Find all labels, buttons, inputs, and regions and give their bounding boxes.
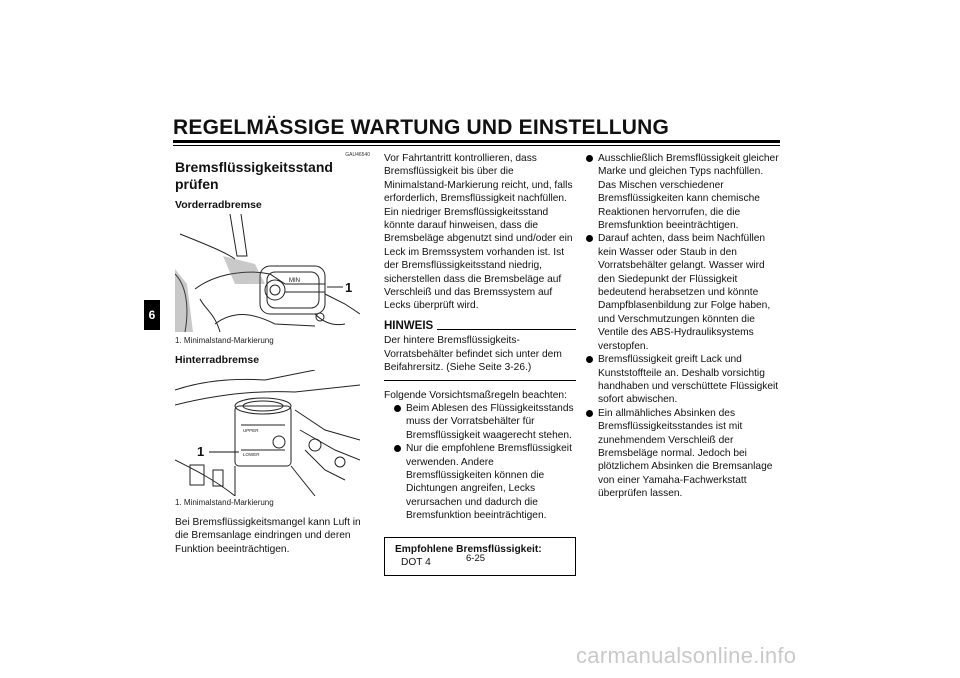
front-brake-title: Vorderradbremse (175, 199, 262, 211)
fig2-callout-label: 1 (197, 443, 205, 459)
warnings-list (584, 152, 784, 501)
section-title: Bremsflüssigkeitsstand prüfen (175, 159, 333, 192)
hinweis-text: Der hintere Bremsflüssigkeits-Vorratsbehälter befindet sich unter dem Beifahrersitz. (Siehe Seite 3-26.) (384, 335, 562, 374)
fig1-min-text: MIN (289, 278, 300, 285)
rear-reservoir-illustration (175, 370, 360, 496)
list-item: Nur die empfohlene Bremsflüssigkeit verwenden. Andere Bremsflüssigkeiten können die Dichtungen angreifen, Lecks verursachen und dadurch die Bremsfunktion beeinträchtigen. (392, 442, 576, 522)
page-number: 6-25 (466, 553, 486, 564)
watermark: carmanualsonline.info (576, 643, 797, 668)
header-rule-thin (173, 145, 780, 146)
hinweis-rule (437, 329, 576, 330)
intro-paragraph: Vor Fahrtantritt kontrollieren, dass Bremsflüssigkeit bis über die Minimalstand-Markierung reicht, und, falls erforderlich, Bremsflüssigkeit nachfüllen. Ein niedriger Bremsflüssigkeitsstand könnte darauf hinweisen, dass die Bremsbeläge abgenutzt sind und/oder ein Leck im Bremssystem vorhanden ist. Ist der Bremsflüssigkeitsstand niedrig, sicherstellen dass die Bremsbeläge auf Verschleiß und das Bremssystem auf Lecks überprüft wird. (384, 153, 573, 312)
rear-brake-title: Hinterradbremse (175, 354, 260, 367)
fig2-lower-text: LOWER (243, 451, 260, 457)
list-item: Ausschließlich Bremsflüssigkeit gleicher Marke und gleichen Typs nachfüllen. Das Mischen verschiedener Bremsflüssigkeiten kann chemische Reaktionen hervorrufen, die die Bremsfunktion beeinträchtigen. (584, 152, 784, 232)
column-right (584, 152, 784, 501)
rear-brake-figure (175, 370, 360, 496)
list-item: Darauf achten, dass beim Nachfüllen kein Wasser oder Staub in den Vorratsbehälter gelangt. Wasser wird den Siedepunkt der Flüssigkeit bedeutend herabsetzen und könnte Dampfblasenbildung zur Folge haben, und Verschmutzungen könnten die Ventile des ABS-Hydrauliksystems verstopfen. (584, 232, 784, 353)
spec-value: DOT 4 (401, 556, 431, 568)
fig1-callout-label: 1 (345, 280, 353, 296)
section-code: GAU46540 (345, 152, 370, 158)
fig2-upper-text: UPPER (243, 427, 259, 433)
front-reservoir-illustration (175, 214, 360, 334)
list-item: Bremsflüssigkeit greift Lack und Kunststoffteile an. Deshalb vorsichtig handhaben und verschüttete Flüssigkeit sofort abwischen. (584, 353, 784, 407)
header-rule-thick (173, 140, 780, 143)
list-item: Beim Ablesen des Flüssigkeitsstands muss der Vorratsbehälter für Bremsflüssigkeit waagerecht stehen. (392, 402, 576, 442)
fig1-caption: 1. Minimalstand-Markierung (175, 336, 274, 346)
list-item: Ein allmähliches Absinken des Bremsflüssigkeitsstandes ist mit zunehmendem Verschleiß der Bremsbeläge normal. Jedoch bei plötzlichem Absinken die Bremsanlage von einer Yamaha-Fachwerkstatt überprüfen lassen. (584, 407, 784, 501)
chapter-tab: 6 (144, 300, 160, 330)
col1-body-text: Bei Bremsflüssigkeitsmangel kann Luft in die Bremsanlage eindringen und deren Funktion beeinträchtigen. (175, 516, 361, 555)
hinweis-end-rule (384, 380, 576, 381)
hinweis-heading (384, 320, 576, 333)
fig2-caption: 1. Minimalstand-Markierung (175, 497, 274, 507)
front-brake-figure (175, 214, 360, 334)
column-middle (384, 152, 576, 576)
spec-label: Empfohlene Bremsflüssigkeit: (395, 543, 542, 555)
page-header-title: REGELMÄSSIGE WARTUNG UND EINSTELLUNG (173, 116, 670, 139)
precautions-list (392, 402, 576, 523)
column-left (175, 152, 370, 556)
hinweis-label: HINWEIS (384, 319, 434, 332)
precautions-intro: Folgende Vorsichtsmaßregeln beachten: (384, 389, 567, 401)
